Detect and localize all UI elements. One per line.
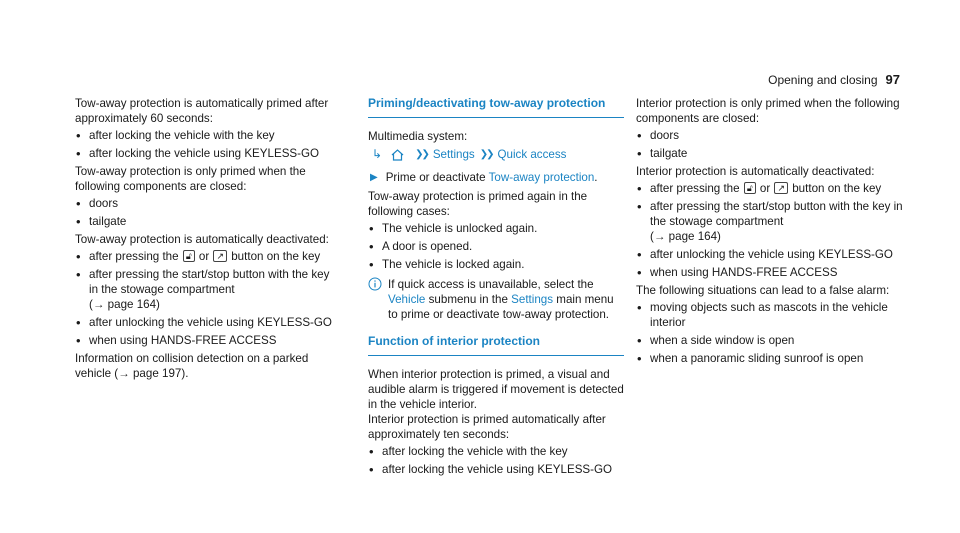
list-item: • after locking the vehicle with the key <box>368 444 624 459</box>
list-item: • doors <box>75 196 341 211</box>
list-item: • when using HANDS-FREE ACCESS <box>636 265 904 280</box>
list-item: • after pressing the start/stop button with the key in the stowage compartment (→ page 164) <box>636 199 904 244</box>
action-step: ▶ Prime or deactivate Tow-away protection. <box>370 171 598 184</box>
chevron-right-icon: ❯❯ <box>479 149 493 160</box>
page-reference[interactable]: (→ page 164) <box>650 230 721 243</box>
list-item: • moving objects such as mascots in the vehicle interior <box>636 300 904 330</box>
section-heading: Function of interior protection <box>368 334 624 356</box>
settings-link[interactable]: Settings <box>511 293 554 306</box>
bullet-list <box>368 221 624 272</box>
paragraph: Tow-away protection is primed again in the following cases: <box>368 190 588 218</box>
list-item: • after locking the vehicle using KEYLESS-GO <box>368 462 624 477</box>
list-item: • after pressing the start/stop button with the key in the stowage compartment (→ page 164) <box>75 267 341 312</box>
list-item: • when using HANDS-FREE ACCESS <box>75 333 341 348</box>
paragraph: Interior protection is primed automatically after approximately ten seconds: <box>368 413 606 441</box>
note-text: If quick access is unavailable, select the Vehicle submenu in the Settings main menu to prime or deactivate tow-away protection. <box>388 278 614 321</box>
menu-item-settings[interactable]: Settings <box>432 148 475 161</box>
list-item: • A door is opened. <box>368 239 624 254</box>
bullet-list <box>636 128 904 161</box>
paragraph: The following situations can lead to a false alarm: <box>636 284 890 297</box>
info-note <box>368 277 624 322</box>
trunk-icon: ↗ <box>213 250 227 262</box>
list-item: • The vehicle is locked again. <box>368 257 624 272</box>
system-label: Multimedia system: <box>368 130 468 143</box>
home-icon[interactable] <box>391 149 404 161</box>
column-middle <box>368 96 624 480</box>
trunk-icon: ↗ <box>774 182 788 194</box>
list-item: • after pressing the 🔓︎ or ↗ button on the key <box>636 181 904 196</box>
tow-away-protection-link[interactable]: Tow-away protection <box>488 171 595 184</box>
list-item: • after unlocking the vehicle using KEYLESS-GO <box>75 315 341 330</box>
list-item: • when a side window is open <box>636 333 904 348</box>
section-heading: Priming/deactivating tow-away protection <box>368 96 624 118</box>
paragraph: Tow-away protection is only primed when the following components are closed: <box>75 165 306 193</box>
list-item: • tailgate <box>636 146 904 161</box>
menu-item-quick-access[interactable]: Quick access <box>497 148 567 161</box>
bullet-list <box>75 196 341 229</box>
page-reference[interactable]: (→ page 164) <box>89 298 160 311</box>
list-item: • The vehicle is unlocked again. <box>368 221 624 236</box>
list-item: • doors <box>636 128 904 143</box>
info-icon <box>368 277 382 291</box>
paragraph: Tow-away protection is automatically deactivated: <box>75 233 329 246</box>
paragraph: When interior protection is primed, a visual and audible alarm is triggered if movement is detected in the vehicle interior. <box>368 368 624 411</box>
bullet-list <box>75 128 341 161</box>
bullet-list <box>75 249 341 348</box>
vehicle-link[interactable]: Vehicle <box>388 293 426 306</box>
page-number: 97 <box>885 72 900 87</box>
unlock-icon: 🔓︎ <box>744 182 756 194</box>
action-arrow-icon: ▶ <box>370 172 378 183</box>
chevron-right-icon: ❯❯ <box>415 149 428 160</box>
bullet-list <box>636 181 904 280</box>
list-item: • when a panoramic sliding sunroof is open <box>636 351 904 366</box>
menu-path <box>368 147 624 162</box>
paragraph: Tow-away protection is automatically primed after approximately 60 seconds: <box>75 97 329 125</box>
section-title: Opening and closing <box>768 73 878 87</box>
list-item: • after pressing the 🔓︎ or ↗ button on the key <box>75 249 341 264</box>
paragraph: Interior protection is automatically deactivated: <box>636 165 875 178</box>
column-left <box>75 96 341 381</box>
paragraph: Information on collision detection on a parked vehicle (→ page 197). <box>75 352 309 380</box>
list-item: • tailgate <box>75 214 341 229</box>
unlock-icon: 🔓︎ <box>183 250 195 262</box>
bullet-list <box>368 444 624 477</box>
list-item: • after unlocking the vehicle using KEYLESS-GO <box>636 247 904 262</box>
column-right <box>636 96 904 369</box>
list-item: • after locking the vehicle with the key <box>75 128 341 143</box>
paragraph: Interior protection is only primed when the following components are closed: <box>636 97 900 125</box>
arrow-icon: ↳ <box>372 147 383 161</box>
page-header <box>768 72 900 88</box>
bullet-list <box>636 300 904 366</box>
list-item: • after locking the vehicle using KEYLESS-GO <box>75 146 341 161</box>
